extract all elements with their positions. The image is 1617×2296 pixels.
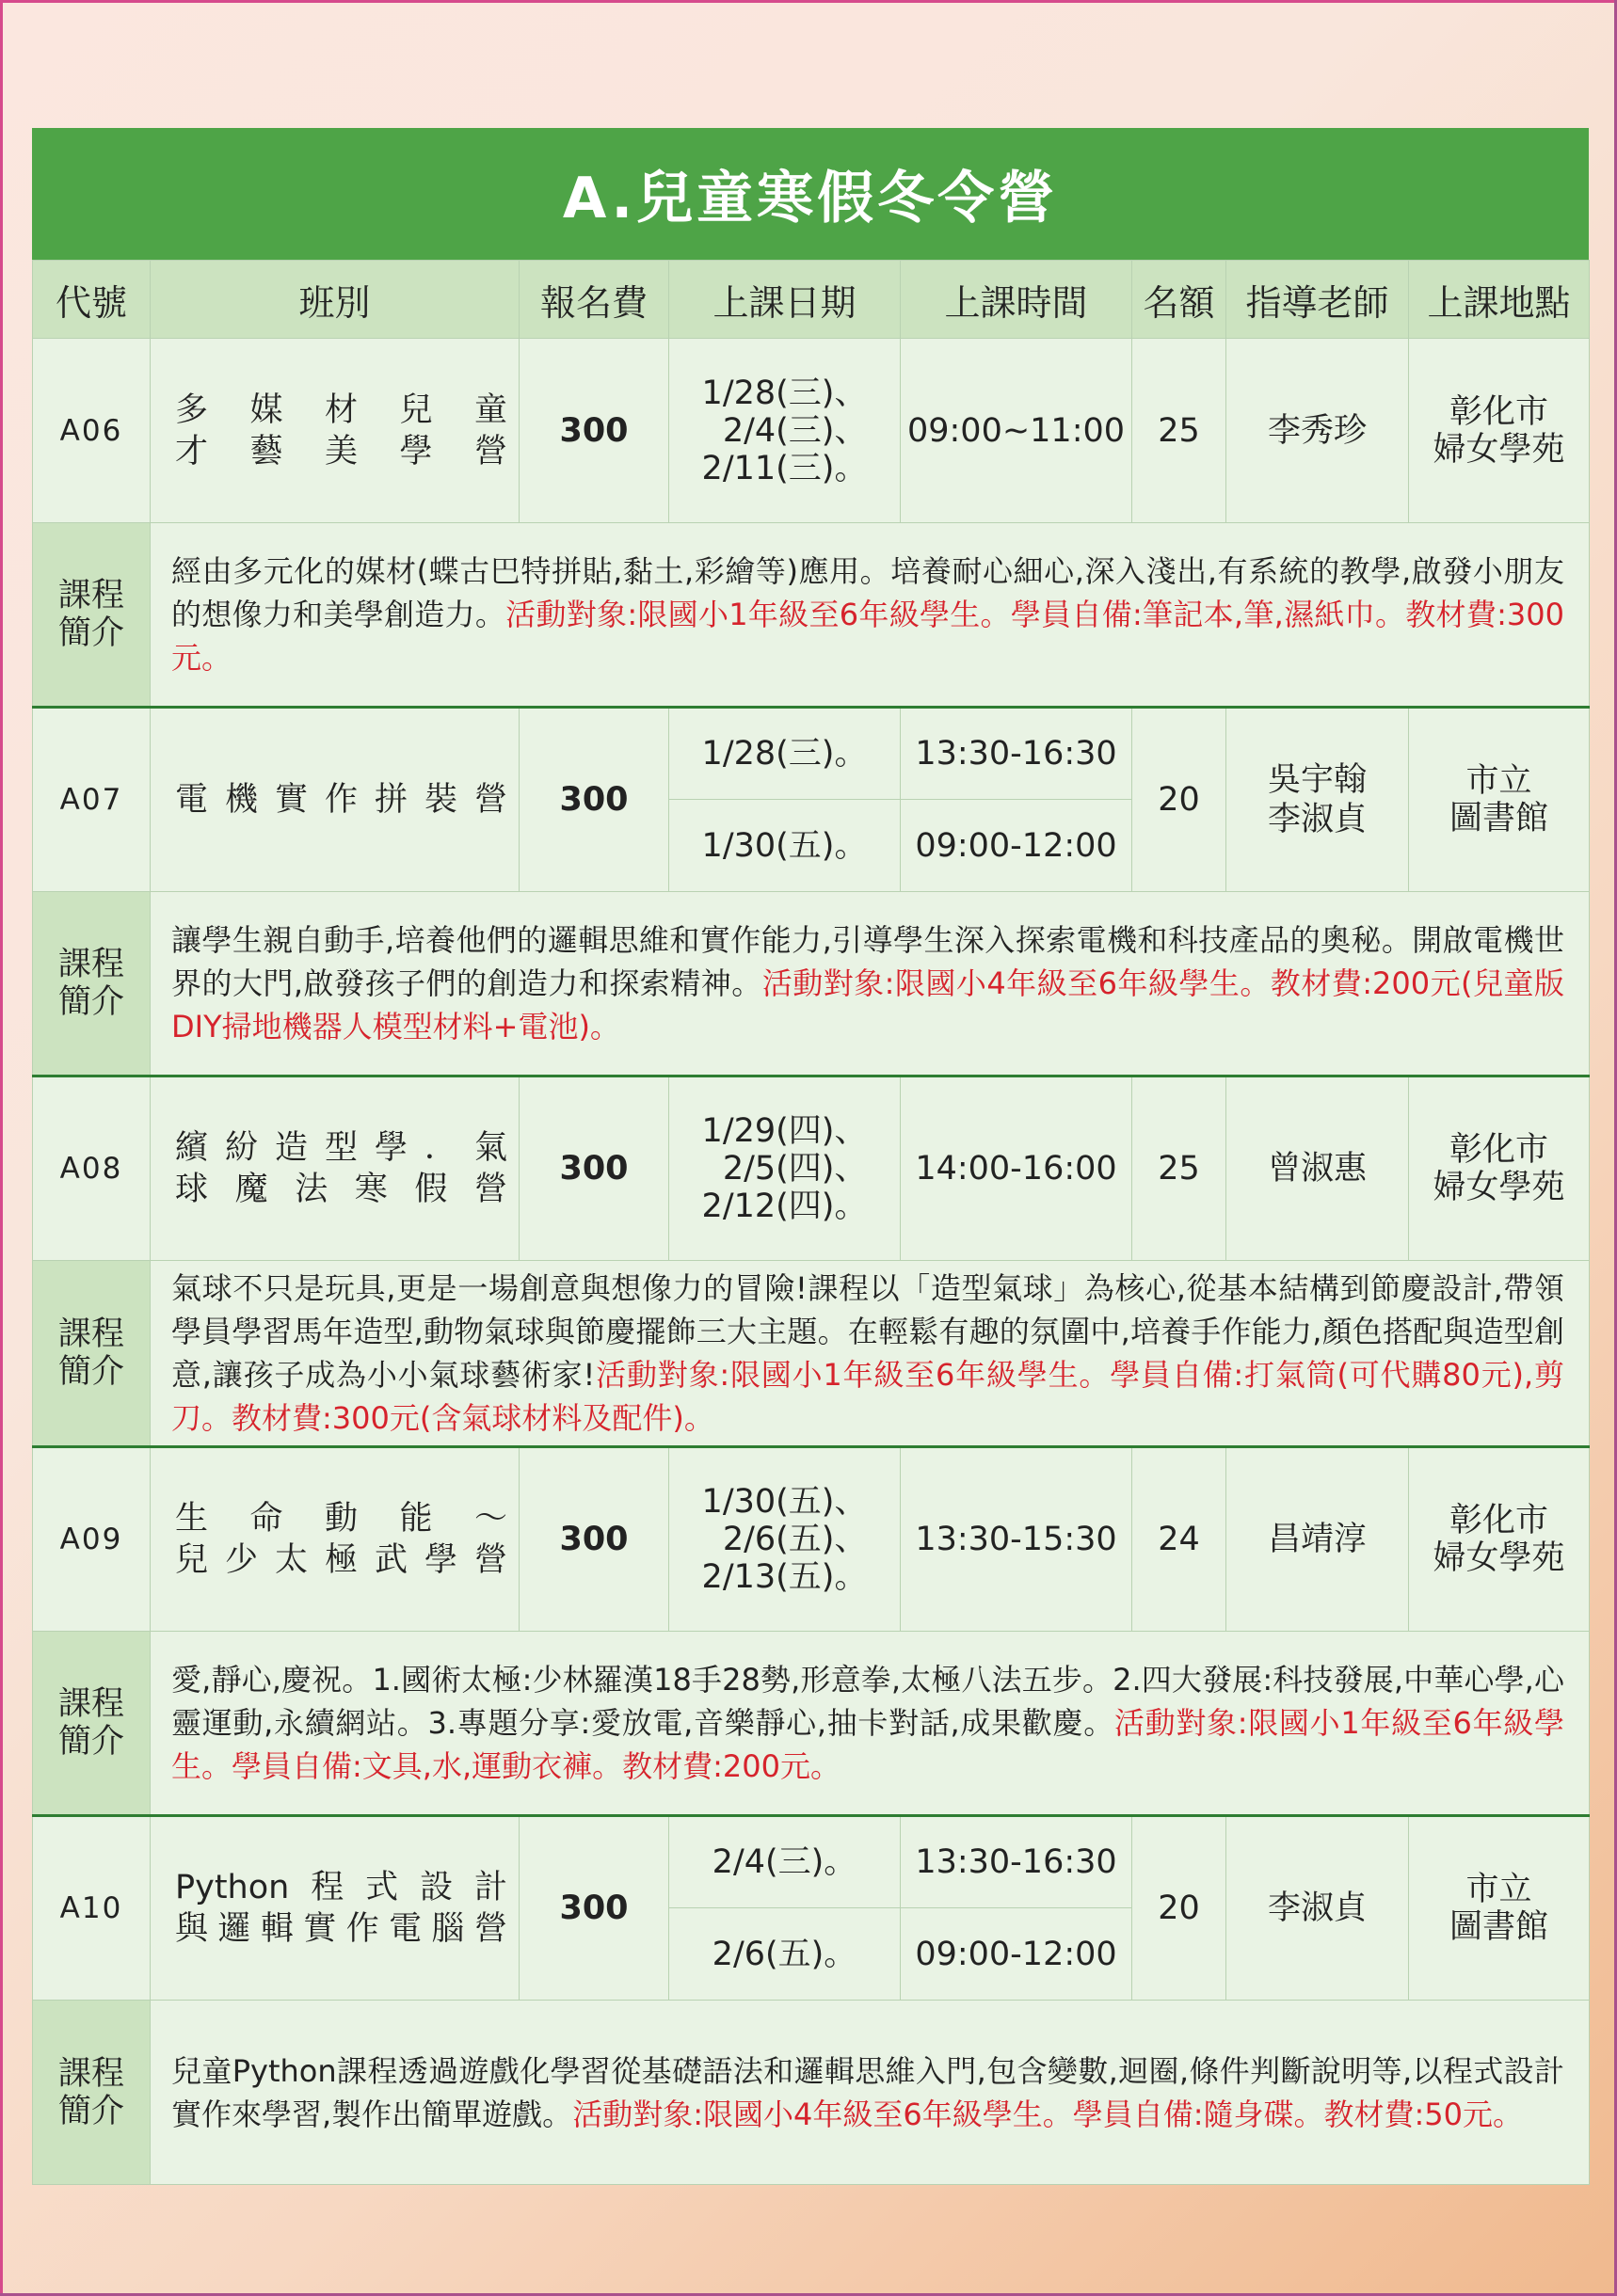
course-name-line: 與邏輯實作電腦營 [175, 1910, 507, 1948]
course-name-line: 多媒材兒童 [175, 391, 507, 429]
place-line: 彰化市 [1449, 1502, 1548, 1539]
course-name [151, 1447, 520, 1632]
course-dates [669, 339, 901, 523]
date-line: 2/11(三)。 [701, 449, 868, 487]
intro-row [33, 892, 1590, 1076]
course-time: 14:00-16:00 [901, 1076, 1132, 1261]
course-intro [151, 1632, 1590, 1816]
header-place: 上課地點 [1409, 261, 1590, 339]
course-time: 09:00~11:00 [901, 339, 1132, 523]
course-time: 13:30-15:30 [901, 1447, 1132, 1632]
top-border [0, 0, 1617, 3]
course-intro [151, 523, 1590, 708]
intro-row [33, 2001, 1590, 2185]
place-line: 彰化市 [1449, 392, 1548, 431]
place-line: 婦女學苑 [1433, 1169, 1565, 1206]
course-table [32, 260, 1590, 2185]
table-row [33, 1447, 1590, 1632]
course-intro [151, 892, 1590, 1076]
course-code: A06 [33, 339, 151, 523]
intro-notice: 活動對象:限國小4年級至6年級學生。教材費:200元(兒童版DIY掃地機器人模型材料+電池)。 [171, 965, 1564, 1044]
place-line: 婦女學苑 [1433, 430, 1565, 469]
intro-label: 課程 簡介 [33, 892, 151, 1076]
course-dates [669, 1447, 901, 1632]
intro-label: 課程 簡介 [33, 523, 151, 708]
intro-label: 課程 簡介 [33, 1261, 151, 1447]
date-line: 2/4(三)、 [722, 411, 868, 450]
course-place [1409, 1816, 1590, 2001]
intro-row [33, 1632, 1590, 1816]
header-date: 上課日期 [669, 261, 901, 339]
course-time: 09:00-12:00 [901, 800, 1132, 892]
intro-label: 課程 簡介 [33, 1632, 151, 1816]
course-name-line: 兒少太極武學營 [175, 1541, 507, 1579]
left-border [0, 0, 3, 2296]
course-name [151, 1816, 520, 2001]
course-name-line: 生命動能～ [175, 1500, 507, 1538]
course-time: 09:00-12:00 [901, 1908, 1132, 2001]
course-quota: 20 [1132, 708, 1226, 892]
course-name [151, 1076, 520, 1261]
course-fee: 300 [520, 1076, 669, 1261]
date-line: 2/5(四)、 [722, 1150, 868, 1188]
course-quota: 25 [1132, 1076, 1226, 1261]
table-row [33, 1816, 1590, 1908]
course-sheet [32, 128, 1589, 2185]
course-code: A10 [33, 1816, 151, 2001]
header-code: 代號 [33, 261, 151, 339]
table-header-row [33, 261, 1590, 339]
course-place [1409, 1076, 1590, 1261]
date-line: 1/28(三)、 [701, 374, 868, 412]
course-intro [151, 1261, 1590, 1447]
course-time: 13:30-16:30 [901, 708, 1132, 800]
date-line: 2/12(四)。 [701, 1188, 868, 1225]
course-quota: 24 [1132, 1447, 1226, 1632]
place-line: 彰化市 [1449, 1131, 1548, 1169]
intro-notice: 活動對象:限國小1年級至6年級學生。學員自備:筆記本,筆,濕紙巾。教材費:300元。 [171, 597, 1564, 676]
place-line: 市立 [1465, 762, 1532, 800]
date-line: 2/6(五)、 [722, 1521, 868, 1558]
intro-label: 課程 簡介 [33, 2001, 151, 2185]
intro-notice: 活動對象:限國小1年級至6年級學生。學員自備:打氣筒(可代購80元),剪刀。教材費:300元(含氣球材料及配件)。 [171, 1357, 1564, 1436]
course-code: A08 [33, 1076, 151, 1261]
course-dates [669, 1076, 901, 1261]
date-line: 1/30(五)、 [701, 1483, 868, 1521]
intro-text: 讓學生親自動手,培養他們的邏輯思維和實作能力,引導學生深入探索電機和科技產品的奧秘。開啟電機世界的大門,啟發孩子們的創造力和探索精神。 [171, 922, 1564, 1001]
course-date: 1/28(三)。 [669, 708, 901, 800]
place-line: 圖書館 [1449, 1908, 1548, 1946]
course-code: A09 [33, 1447, 151, 1632]
course-name-line: 電機實作拼裝營 [175, 781, 507, 819]
header-quota: 名額 [1132, 261, 1226, 339]
intro-text: 氣球不只是玩具,更是一場創意與想像力的冒險!課程以「造型氣球」為核心,從基本結構到節慶設計,帶領學員學習馬年造型,動物氣球與節慶擺飾三大主題。在輕鬆有趣的氛圍中,培養手作能力,顏色搭配與造型創意,讓孩子成為小小氣球藝術家! [171, 1270, 1564, 1393]
course-intro [151, 2001, 1590, 2185]
course-place [1409, 339, 1590, 523]
course-name [151, 708, 520, 892]
table-row [33, 1076, 1590, 1261]
course-date: 2/4(三)。 [669, 1816, 901, 1908]
table-row [33, 708, 1590, 800]
course-fee: 300 [520, 339, 669, 523]
teacher-line: 李淑貞 [1267, 801, 1367, 838]
teacher-line: 吳宇翰 [1267, 761, 1367, 799]
course-date: 2/6(五)。 [669, 1908, 901, 2001]
place-line: 圖書館 [1449, 800, 1548, 837]
intro-row [33, 1261, 1590, 1447]
course-fee: 300 [520, 1447, 669, 1632]
course-teacher: 昌靖淳 [1226, 1447, 1409, 1632]
intro-text: 愛,靜心,慶祝。1.國術太極:少林羅漢18手28勢,形意拳,太極八法五步。2.四大發展:科技發展,中華心學,心靈運動,永續網站。3.專題分享:愛放電,音樂靜心,抽卡對話,成果歡慶。 [171, 1662, 1564, 1741]
course-code: A07 [33, 708, 151, 892]
header-teacher: 指導老師 [1226, 261, 1409, 339]
date-line: 2/13(五)。 [701, 1558, 868, 1596]
course-name-line: 才藝美學營 [175, 432, 507, 470]
place-line: 市立 [1465, 1871, 1532, 1908]
course-teacher: 李秀珍 [1226, 339, 1409, 523]
header-time: 上課時間 [901, 261, 1132, 339]
course-place [1409, 708, 1590, 892]
course-place [1409, 1447, 1590, 1632]
intro-text: 兒童Python課程透過遊戲化學習從基礎語法和邏輯思維入門,包含變數,迴圈,條件判斷說明等,以程式設計實作來學習,製作出簡單遊戲。 [171, 2052, 1564, 2132]
course-time: 13:30-16:30 [901, 1816, 1132, 1908]
course-teacher [1226, 708, 1409, 892]
place-line: 婦女學苑 [1433, 1539, 1565, 1577]
course-date: 1/30(五)。 [669, 800, 901, 892]
intro-notice: 活動對象:限國小1年級至6年級學生。學員自備:文具,水,運動衣褲。教材費:200元。 [171, 1705, 1564, 1784]
course-fee: 300 [520, 708, 669, 892]
intro-notice: 活動對象:限國小4年級至6年級學生。學員自備:隨身碟。教材費:50元。 [572, 2096, 1523, 2132]
course-name [151, 339, 520, 523]
intro-text: 經由多元化的媒材(蝶古巴特拼貼,黏土,彩繪等)應用。培養耐心細心,深入淺出,有系統的教學,啟發小朋友的想像力和美學創造力。 [171, 553, 1564, 632]
course-quota: 25 [1132, 339, 1226, 523]
course-name-line: Python程式設計 [175, 1869, 507, 1906]
course-teacher: 李淑貞 [1226, 1816, 1409, 2001]
header-fee: 報名費 [520, 261, 669, 339]
page-title: A.兒童寒假冬令營 [32, 128, 1589, 260]
course-name-line: 繽紛造型學．氣 [175, 1129, 507, 1167]
header-class: 班別 [151, 261, 520, 339]
course-teacher: 曾淑惠 [1226, 1076, 1409, 1261]
date-line: 1/29(四)、 [701, 1112, 868, 1150]
course-quota: 20 [1132, 1816, 1226, 2001]
table-row [33, 339, 1590, 523]
intro-row [33, 523, 1590, 708]
course-name-line: 球魔法寒假營 [175, 1171, 507, 1208]
course-fee: 300 [520, 1816, 669, 2001]
